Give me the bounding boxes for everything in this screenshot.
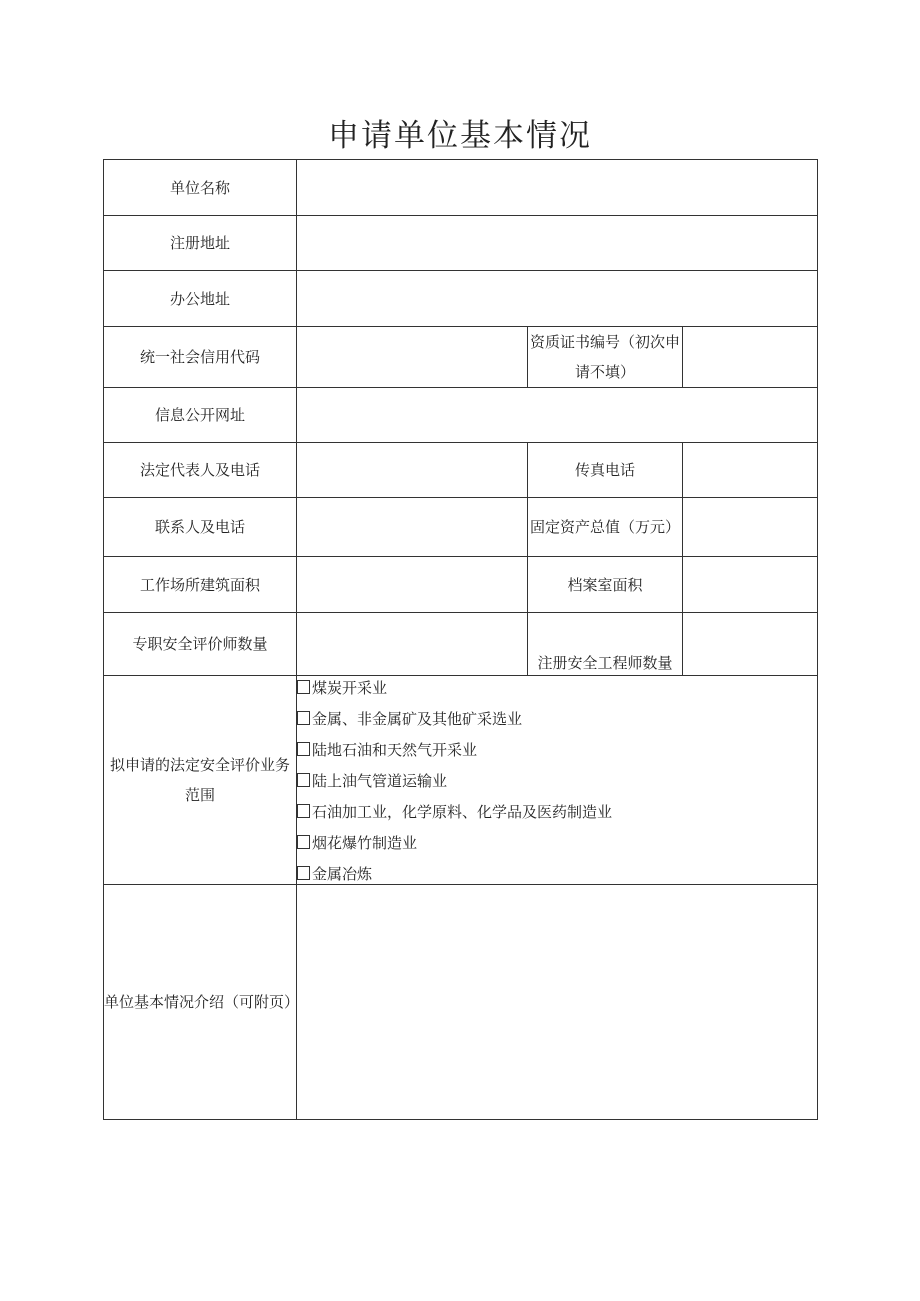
scope-option-label: 烟花爆竹制造业 <box>312 834 418 852</box>
row-website <box>104 388 818 443</box>
scope-option[interactable] <box>297 831 817 862</box>
fax-label: 传真电话 <box>528 443 683 498</box>
checkbox-icon[interactable] <box>297 835 310 849</box>
reg-address-label: 注册地址 <box>104 216 297 271</box>
scope-options <box>297 676 818 885</box>
row-office-address <box>104 271 818 327</box>
scope-option[interactable] <box>297 800 817 831</box>
website-field[interactable] <box>297 388 818 443</box>
website-label: 信息公开网址 <box>104 388 297 443</box>
checkbox-icon[interactable] <box>297 680 310 694</box>
engineer-count-field[interactable] <box>683 613 818 676</box>
scope-option[interactable] <box>297 769 817 800</box>
scope-option-label: 煤炭开采业 <box>312 679 388 697</box>
intro-field[interactable] <box>297 885 818 1120</box>
scope-option[interactable] <box>297 707 817 738</box>
row-contact <box>104 498 818 557</box>
legal-rep-field[interactable] <box>297 443 528 498</box>
checkbox-icon[interactable] <box>297 866 310 880</box>
intro-label: 单位基本情况介绍（可附页） <box>104 885 297 1120</box>
floor-area-label: 工作场所建筑面积 <box>104 557 297 613</box>
cert-number-field[interactable] <box>683 327 818 388</box>
archive-area-label: 档案室面积 <box>528 557 683 613</box>
checkbox-icon[interactable] <box>297 773 310 787</box>
fixed-assets-label: 固定资产总值（万元） <box>528 498 683 557</box>
row-intro <box>104 885 818 1120</box>
unit-name-label: 单位名称 <box>104 160 297 216</box>
scope-option[interactable] <box>297 738 817 769</box>
office-address-field[interactable] <box>297 271 818 327</box>
scope-label: 拟申请的法定安全评价业务范围 <box>104 676 297 885</box>
contact-label: 联系人及电话 <box>104 498 297 557</box>
fax-field[interactable] <box>683 443 818 498</box>
engineer-count-label: 注册安全工程师数量 <box>528 613 683 676</box>
unit-name-field[interactable] <box>297 160 818 216</box>
contact-field[interactable] <box>297 498 528 557</box>
row-staff-count <box>104 613 818 676</box>
fixed-assets-field[interactable] <box>683 498 818 557</box>
reg-address-field[interactable] <box>297 216 818 271</box>
floor-area-field[interactable] <box>297 557 528 613</box>
checkbox-icon[interactable] <box>297 742 310 756</box>
credit-code-field[interactable] <box>297 327 528 388</box>
row-reg-address <box>104 216 818 271</box>
office-address-label: 办公地址 <box>104 271 297 327</box>
scope-option-label: 金属、非金属矿及其他矿采选业 <box>312 710 523 728</box>
row-legal-rep <box>104 443 818 498</box>
row-scope <box>104 676 818 885</box>
archive-area-field[interactable] <box>683 557 818 613</box>
row-unit-name <box>104 160 818 216</box>
scope-option-label: 金属冶炼 <box>312 865 373 883</box>
legal-rep-label: 法定代表人及电话 <box>104 443 297 498</box>
application-form-table <box>103 159 818 1120</box>
evaluator-count-field[interactable] <box>297 613 528 676</box>
scope-option[interactable] <box>297 676 817 707</box>
scope-option-label: 石油加工业，化学原料、化学品及医药制造业 <box>312 803 613 821</box>
scope-option-label: 陆上油气管道运输业 <box>312 772 448 790</box>
cert-number-label: 资质证书编号（初次申请不填） <box>528 327 683 388</box>
row-credit-code <box>104 327 818 388</box>
page-title: 申请单位基本情况 <box>328 118 592 154</box>
credit-code-label: 统一社会信用代码 <box>104 327 297 388</box>
checkbox-icon[interactable] <box>297 711 310 725</box>
row-floor-area <box>104 557 818 613</box>
checkbox-icon[interactable] <box>297 804 310 818</box>
scope-option[interactable] <box>297 862 817 884</box>
scope-option-label: 陆地石油和天然气开采业 <box>312 741 478 759</box>
evaluator-count-label: 专职安全评价师数量 <box>104 613 297 676</box>
